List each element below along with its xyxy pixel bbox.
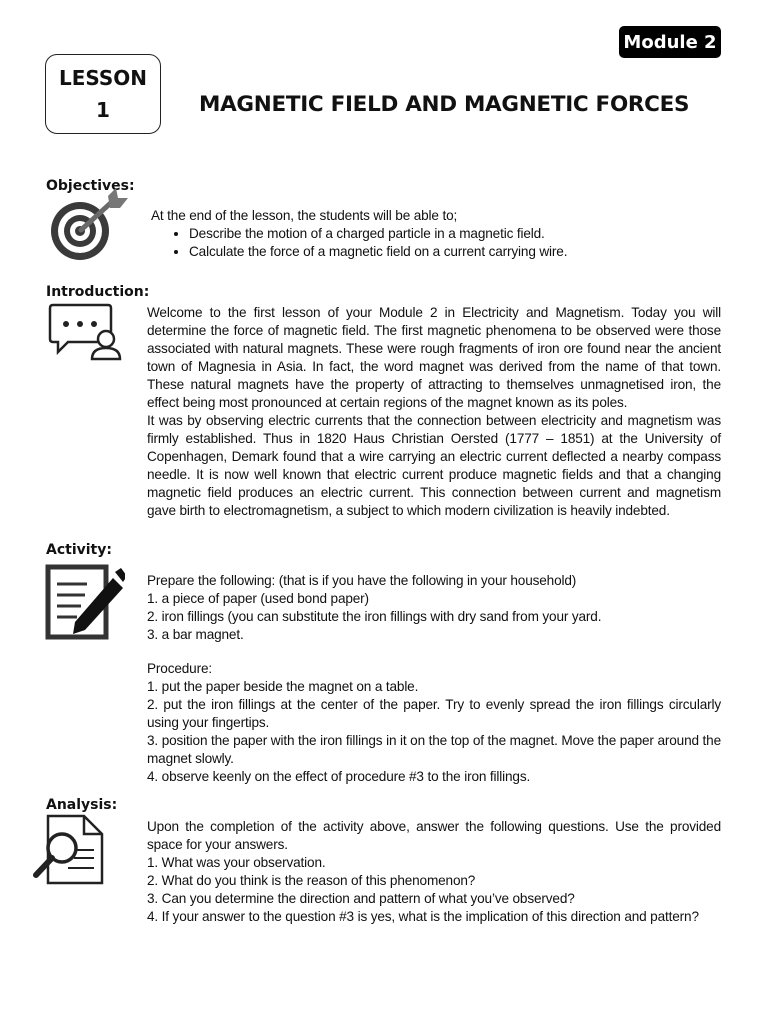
analysis-question-3: 3. Can you determine the direction and pattern of what you’ve observed? <box>147 891 575 906</box>
activity-prepare-2: 2. iron fillings (you can substitute the iron fillings with dry sand from your yard. <box>147 609 602 624</box>
activity-prepare-1: 1. a piece of paper (used bond paper) <box>147 591 369 606</box>
chat-person-icon <box>48 302 122 362</box>
module-badge: Module 2 <box>619 26 721 58</box>
introduction-paragraph-1: Welcome to the first lesson of your Module 2 in Electricity and Magnetism. Today you will determine the force of magnetic field. The first magnetic phenomena to be observed were those associated with natural magnets. These were rough fragments of iron ore found near the ancient town of Magnesia in Asia. In fact, the word magnet was derived from the name of that town. These natural magnets have the property of attracting to themselves unmagnetised iron, the effect being most pronounced at certain regions of the magnet known as its poles. <box>147 305 721 410</box>
procedure-step-1: 1. put the paper beside the magnet on a table. <box>147 679 419 694</box>
analysis-intro: Upon the completion of the activity above, answer the following questions. Use the provided space for your answers. <box>147 819 721 852</box>
target-dart-icon <box>48 188 132 264</box>
page-title: MAGNETIC FIELD AND MAGNETIC FORCES <box>199 92 690 117</box>
procedure-step-4: 4. observe keenly on the effect of procedure #3 to the iron fillings. <box>147 769 531 784</box>
activity-heading: Activity: <box>46 542 112 558</box>
document-magnifier-icon <box>32 814 106 886</box>
procedure-step-3: 3. position the paper with the iron fillings in it on the top of the magnet. Move the paper around the magnet slowly. <box>147 733 721 766</box>
document-edit-icon <box>45 564 125 640</box>
lesson-number: 1 <box>96 98 110 122</box>
list-item: • Describe the motion of a charged particle in a magnetic field. <box>189 225 711 243</box>
activity-prepare-3: 3. a bar magnet. <box>147 627 244 642</box>
analysis-question-4: 4. If your answer to the question #3 is yes, what is the implication of this direction and pattern? <box>147 909 699 924</box>
analysis-question-2: 2. What do you think is the reason of this phenomenon? <box>147 873 476 888</box>
objectives-list <box>151 225 711 261</box>
objectives-intro: At the end of the lesson, the students will be able to; <box>151 208 458 223</box>
procedure-step-2: 2. put the iron fillings at the center of the paper. Try to evenly spread the iron fillings circularly using your fingertips. <box>147 697 721 730</box>
analysis-heading: Analysis: <box>46 797 118 813</box>
procedure-heading: Procedure: <box>147 661 212 676</box>
objectives-heading: Objectives: <box>46 178 135 194</box>
activity-prepare-0: Prepare the following: (that is if you have the following in your household) <box>147 573 577 588</box>
introduction-paragraph-2: It was by observing electric currents that the connection between electricity and magnetism was firmly established. Thus in 1820 Haus Christian Oersted (1777 – 1851) at the University of Copenhagen, Demark found that a wire carrying an electric current deflected a nearby compass needle. It is now well known that electric current produce magnetic fields and that a changing magnetic field produces an electric current. This connection between current and magnetism gave birth to electromagnetism, a subject to which modern civilization is heavily indebted. <box>147 413 721 518</box>
lesson-box <box>45 54 161 134</box>
list-item: • Calculate the force of a magnetic field on a current carrying wire. <box>189 243 711 261</box>
analysis-question-1: 1. What was your observation. <box>147 855 326 870</box>
introduction-heading: Introduction: <box>46 284 150 300</box>
lesson-word: LESSON <box>58 66 148 90</box>
